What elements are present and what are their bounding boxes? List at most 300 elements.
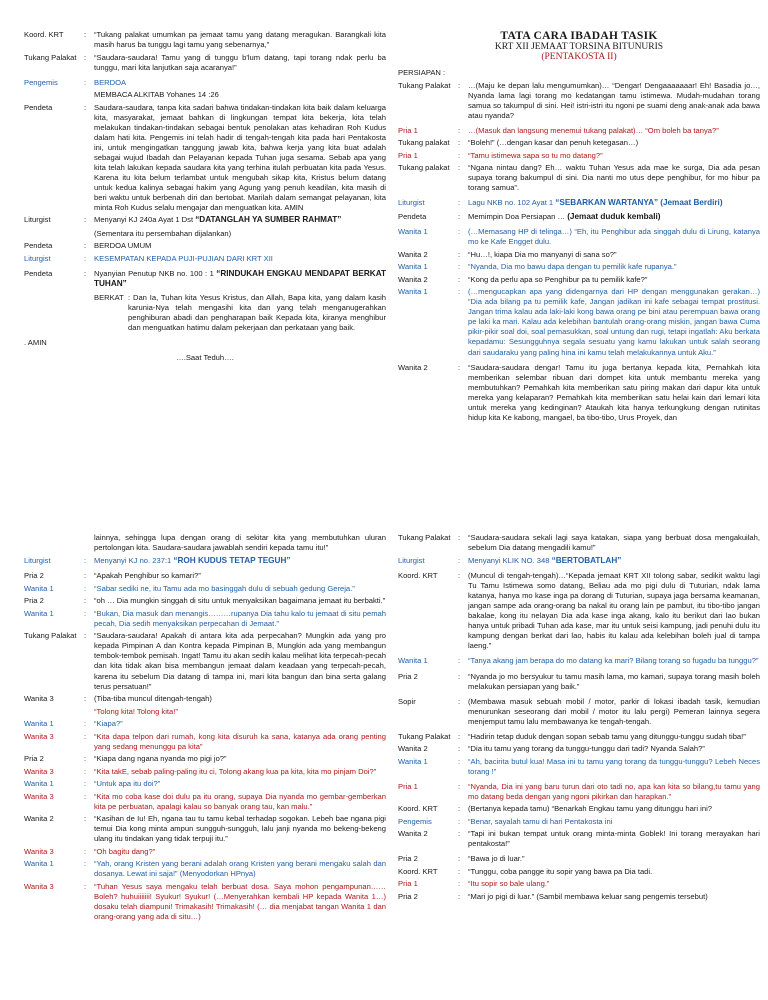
colon-separator: : — [84, 731, 87, 741]
colon-separator: : — [84, 766, 87, 776]
script-line — [24, 584, 386, 594]
line-text — [94, 338, 386, 348]
colon-separator: : — [458, 744, 461, 754]
script-line — [24, 609, 386, 629]
line-text — [468, 68, 760, 78]
speaker-label: Pengemis — [24, 77, 58, 87]
speaker-label: Wanita 1 — [398, 262, 428, 272]
line-text-body: “Bukan, Dia masuk dan menangis………rupanya Dia tahu kalo tu jemaat di situ pemah pecah, Dia sedih menyaksikan perpecahan di Jemaat.” — [94, 608, 386, 628]
speaker-label: Liturgist — [398, 198, 425, 208]
script-line-continued — [24, 533, 386, 553]
speaker-label: Pria 1 — [398, 879, 418, 889]
song-title: “DATANGLAH YA SUMBER RAHMAT” — [195, 215, 342, 225]
colon-separator: : — [458, 671, 461, 681]
colon-separator: : — [84, 215, 87, 225]
line-text-body: “Tuhan Yesus saya mengaku telah berbuat dosa. Saya mohon pengampunan……Boleh? huhuiiiiiii! Syukur! Syukur! (…Menyerahkan kembali HP kepada Wanita 1…) dosaku telah diampuni! Trimakasih! Trimakasih! (… dia menjabat tangan Wanita 1 dan orang-orang yang ada di situ…) — [94, 881, 386, 921]
speaker-label: Wanita 2 — [398, 249, 428, 259]
script-line — [24, 814, 386, 844]
colon-separator: : — [458, 866, 461, 876]
script-line — [398, 287, 760, 357]
speaker-label: Wanita 2 — [24, 814, 54, 824]
colon-separator: : — [458, 150, 461, 160]
colon-separator: : — [458, 829, 461, 839]
line-text — [94, 241, 386, 251]
line-text — [468, 744, 760, 754]
script-line — [24, 719, 386, 729]
line-text-body: Memimpin Doa Persiapan … — [468, 211, 566, 221]
colon-separator: : — [84, 694, 87, 704]
script-line — [398, 250, 760, 260]
colon-separator: : — [458, 891, 461, 901]
speaker-label: Wanita 3 — [24, 846, 54, 856]
colon-separator: : — [458, 571, 461, 581]
script-line — [24, 571, 386, 581]
script-line — [24, 229, 386, 239]
line-text — [468, 138, 760, 148]
line-text — [468, 879, 760, 889]
script-line — [398, 829, 760, 849]
colon-separator: : — [84, 268, 87, 278]
line-text — [94, 719, 386, 729]
line-text — [94, 767, 386, 777]
bottom-left-column — [24, 533, 386, 1000]
line-text-body: BERDOA UMUM — [94, 241, 152, 251]
colon-separator — [84, 90, 94, 100]
line-text — [94, 694, 386, 704]
speaker-label: Tukang Palakat — [398, 80, 451, 90]
speaker-label: Wanita 1 — [24, 779, 54, 789]
line-text — [94, 814, 386, 844]
colon-separator: : — [84, 555, 87, 565]
line-text-body: Menyanyi KLIK NO. 348 — [468, 555, 550, 565]
line-text-body: “Ah, bacirita butul kua! Masa ini tu tamu yang torang da tunggu-tunggu? Lebeh Neces torang !” — [468, 756, 760, 776]
script-line — [398, 782, 760, 802]
colon-separator: : — [458, 249, 461, 259]
line-text — [94, 631, 386, 691]
line-text-body: “Kita dapa telpon dari rumah, kong kita disuruh ka sana, katanya ada orang penting yang sedang menunggu pa kita” — [94, 731, 386, 751]
script-line — [24, 30, 386, 50]
speaker-label: Wanita 1 — [24, 719, 54, 729]
colon-separator: : — [84, 719, 87, 729]
speaker-label: Pria 2 — [398, 891, 418, 901]
script-line — [398, 533, 760, 553]
script-line — [24, 631, 386, 691]
colon-separator: : — [458, 804, 461, 814]
speaker-label: Wanita 3 — [24, 694, 54, 704]
script-line — [398, 571, 760, 651]
script-line — [398, 804, 760, 814]
script-line — [398, 854, 760, 864]
script-line — [398, 212, 760, 223]
script-line — [24, 707, 386, 717]
line-text-body: “Sabar sediki ne, itu Tamu ada mo basinggah dulu di sebuah gedung Gereja.” — [94, 583, 355, 593]
line-text-body: “Tanya akang jam berapa do mo datang ka mari? Bilang torang so fugadu ba tunggu?” — [468, 656, 759, 666]
colon-separator: : — [458, 138, 461, 148]
script-line — [24, 556, 386, 567]
speaker-label: Tukang Palakat — [24, 52, 77, 62]
colon-separator: : — [84, 102, 87, 112]
line-text — [468, 126, 760, 136]
speaker-label: Wanita 3 — [24, 791, 54, 801]
colon-separator: : — [458, 211, 461, 221]
document-subtitle-pentakosta: (PENTAKOSTA II) — [541, 52, 617, 62]
script-line — [24, 694, 386, 704]
script-line — [398, 151, 760, 161]
line-text-body: “Itu sopir so bale ulang.” — [468, 879, 550, 889]
speaker-label: Koord. KRT — [24, 30, 64, 39]
speaker-label: Wanita 3 — [24, 766, 54, 776]
script-line — [24, 53, 386, 73]
line-text-body: “Yah, orang Kristen yang berani adalah orang Kristen yang berani mengaku salah dan dosanya. Lewat ini saja!” (Menyodorkan HPnya) — [94, 859, 386, 879]
colon-separator: : — [84, 52, 87, 62]
line-text — [94, 754, 386, 764]
top-right-body — [398, 68, 760, 423]
speaker-label: Tukang Palakat — [398, 731, 451, 741]
speaker-label: Koord. KRT — [398, 804, 438, 814]
script-line — [398, 879, 760, 889]
colon-separator — [84, 229, 94, 239]
colon-separator: : — [84, 791, 87, 801]
script-line — [24, 338, 386, 348]
line-text-body: “Tolong kita! Tolong kita!” — [94, 706, 178, 716]
script-line — [24, 596, 386, 606]
colon-separator: : — [458, 287, 461, 297]
line-text — [468, 892, 760, 902]
line-text-body: “Kong da perlu apa so Penghibur pa tu pemilik kafe?” — [468, 274, 648, 284]
script-line — [24, 792, 386, 812]
line-text — [468, 854, 760, 864]
colon-separator: : — [84, 846, 87, 856]
speaker-label: Tukang palakat — [398, 163, 450, 173]
line-text — [94, 584, 386, 594]
speaker-label: Wanita 1 — [398, 656, 428, 666]
bottom-right-column — [398, 533, 760, 1000]
line-text-body: (Membawa masuk sebuah mobil / motor, parkir di lokasi ibadah tasik, kemudian menurunkan seseorang dari mobil / motor itu lalu pergi) Pemeran lainnya segera menjemput tamu lalu membawanya ke tengah-tengah. — [468, 696, 760, 726]
colon-separator: : — [458, 227, 461, 237]
colon-separator: : — [84, 608, 87, 618]
colon-separator: : — [84, 583, 87, 593]
script-line — [398, 163, 760, 193]
line-text — [94, 859, 386, 879]
line-text-body: KESEMPATAN KEPADA PUJI-PUJIAN DARI KRT XII — [94, 253, 273, 263]
speaker-label: Sopir — [398, 696, 416, 706]
line-text-body: Saudara-saudara, tanpa kita sadari bahwa tindakan-tindakan kita baik dalam keluarga kita, masyarakat, jemaat bahkan di lingkungan tempat kita bekerja, kita telah melakukan tindakan-tindakan sebagai bentuk penolakan atas kehadiran Roh Kudus dalam hati kita. Pengemis ini telah hadir di tengah-tengah kita pada hari Pentakosta ini, untuk mengingatkan tanggung jawab kita, bahwa kerja yang kita buat adalah sebagai wujud Ibadah dan Pelayanan kepada Tuhan juga sesama. Sebab apa yang kita telah lakukan kepada saudara kita yang terhina itulah perbuatan kita pada Yesus. Karena itu kita belum terlambat untuk mengubah sikap kita, Kristus belum datang untuk kedua kalinya sebagai hakim yang Agung yang penuh keadilan, kita masih di beri waktu untuk berbenah diri dan bertobat. Marilah dalam semangat pelayanan, kita minta Roh Kudus selalu mengajar dan menguatkan kita. AMIN — [94, 102, 386, 212]
speaker-label: Pria 2 — [398, 854, 418, 864]
line-text — [468, 262, 760, 272]
song-title: “SEBARKAN WARTANYA” — [555, 198, 659, 208]
colon-separator: : — [84, 881, 87, 891]
line-text — [94, 732, 386, 752]
line-text-body: “Saudara-saudara! Apakah di antara kita ada perpecahan? Mungkin ada yang pro kepada Pimpinan A dan Kontra kepada Pimpinan B, Mungkin ada yang membangun tembok-tembok pemisah. Ingat! Tamu itu akan sedih kalau melihat kita terpecah-pecah dan kita tidak akan bisa membangun jemaat dalam keadaan yang terpecah-pecah, karena itu sebelum Dia datang di tampa ini, mari kita bangun dan bina serta galang terus persatuan!” — [94, 631, 386, 691]
script-line — [398, 867, 760, 877]
script-line — [24, 882, 386, 922]
line-text — [94, 254, 386, 264]
colon-separator: : — [84, 253, 87, 263]
line-text-body: “Oh bagitu dang?” — [94, 846, 156, 856]
speaker-label: PERSIAPAN : — [398, 68, 446, 77]
line-text — [468, 533, 760, 553]
colon-separator: : — [84, 814, 87, 824]
colon-separator: : — [84, 859, 87, 869]
colon-separator: : — [84, 754, 87, 764]
script-line — [398, 892, 760, 902]
line-text-body: (Tiba-tiba muncul ditengah-tengah) — [94, 694, 212, 704]
speaker-label: Wanita 1 — [398, 227, 428, 237]
line-text — [468, 656, 760, 666]
line-text — [468, 732, 760, 742]
speaker-label: Pria 2 — [24, 596, 44, 606]
colon-separator: : — [458, 696, 461, 706]
line-text-body: (Sementara itu persembahan dijalankan) — [94, 228, 232, 238]
song-title: “RINDUKAH ENGKAU MENDAPAT BERKAT TUHAN” — [94, 268, 386, 289]
line-text — [94, 103, 386, 213]
colon-separator: : — [84, 241, 87, 251]
colon-separator: : — [458, 555, 461, 565]
line-text-body: …(Maju ke depan lalu mengumumkan)… “Dengar! Dengaaaaaaar! Eh! Basadia jo…, Nyanda lama lagi torang mo kedatangan tamu istimewa. Mudah-mudahan torang samua so takumpul di sini. Hei! istri-istri itu ngoni pe suami deng anak-anak ada bawa atau nyanda? — [468, 80, 760, 120]
line-text — [468, 250, 760, 260]
speaker-label: Wanita 2 — [398, 362, 428, 372]
line-text-body: MEMBACA ALKITAB Yohanes 14 :26 — [94, 90, 219, 100]
script-line — [398, 817, 760, 827]
colon-separator: : — [458, 262, 461, 272]
speaker-label: Wanita 1 — [24, 859, 54, 869]
line-text — [94, 882, 386, 922]
script-line — [24, 103, 386, 213]
line-text — [468, 163, 760, 193]
script-line — [398, 68, 760, 78]
line-text — [94, 609, 386, 629]
script-line — [24, 254, 386, 264]
line-text — [94, 215, 386, 226]
line-text — [94, 707, 386, 717]
line-text-body: “Kita mo coba kase doi dulu pa itu orang, supaya Dia nyanda mo gembar-gemberkan kita pe perbuatan, apalagi kalau so banyak orang tau, kan malu.” — [94, 791, 386, 811]
colon-separator: : — [84, 631, 87, 641]
song-title: “BERTOBATLAH” — [551, 555, 622, 565]
line-text-body: “Saudara-saudara sekali lagi saya katakan, siapa yang berbuat dosa mengakuilah, sebelum Dia datang mengadili kamu!” — [468, 533, 760, 553]
speaker-label: Wanita 2 — [398, 274, 428, 284]
line-text — [468, 867, 760, 877]
line-text-body: (Bertanya kepada tamu) “Benarkah Engkau tamu yang ditunggu hari ini? — [468, 804, 712, 814]
line-text — [468, 363, 760, 423]
colon-separator: : — [458, 731, 461, 741]
script-line — [398, 732, 760, 742]
line-text — [468, 782, 760, 802]
line-text-body: “Nyanda jo mo bersyukur tu tamu masih lama, mo kamari, supaya torang masih boleh melakukan persiapan yang baik.” — [468, 671, 760, 691]
line-text-body: “Benar, sayalah tamu di hari Pentakosta ini — [468, 816, 613, 826]
script-line — [398, 126, 760, 136]
line-text-body: “Nyanda, Dia mo bawu dapa dengan tu pemilik kafe rupanya.” — [468, 262, 677, 272]
top-left-column — [24, 30, 386, 500]
colon-separator: : — [458, 781, 461, 791]
line-text — [468, 672, 760, 692]
speaker-label: Pria 2 — [24, 571, 44, 581]
speaker-label: Wanita 1 — [398, 756, 428, 766]
colon-separator: : — [84, 77, 87, 87]
script-line — [398, 363, 760, 423]
colon-separator: : — [84, 779, 87, 789]
line-text — [94, 556, 386, 567]
speaker-label: Pendeta — [24, 102, 53, 112]
line-text — [94, 78, 386, 88]
line-text — [468, 81, 760, 121]
line-text — [468, 556, 760, 567]
line-text — [94, 571, 386, 581]
script-line — [24, 269, 386, 291]
line-text-body: “Boleh!” (…dengan kasar dan penuh ketegasan…) — [468, 138, 639, 148]
script-line — [24, 78, 386, 88]
speaker-label: Wanita 1 — [398, 287, 428, 297]
line-text — [468, 151, 760, 161]
speaker-label: Koord. KRT — [398, 866, 438, 876]
line-text-body: “Kita takE, sebab paling-paling itu ci, Tolong akang kua pa kita, kita mo pinjam Doi?” — [94, 766, 377, 776]
top-right-column — [398, 30, 760, 500]
line-text — [468, 571, 760, 651]
line-text-body: “Saudara-saudara dengar! Tamu itu juga bertanya kepada kita, Pernahkah kita memberikan selembar ribuan dari dompet kita untuk membantu mereka yang membutuhkan? Pemahkah kita memberikan satu piring makan dari dapur kita untuk mereka yang kelaparan? Pemahkah kita memberikan satu helai kain dari lemari kita untuk mereka yang kedinginan? Ataukah kita hanya terkungkung dengan rutinitas hidup kita Ke kabong, mangael, ba tibo-tibo, Urus Proyek, dan — [468, 362, 760, 422]
script-line — [398, 227, 760, 247]
script-line — [398, 275, 760, 285]
line-text — [94, 269, 386, 291]
speaker-label: Pria 1 — [398, 781, 418, 791]
script-line — [398, 757, 760, 777]
line-text — [94, 229, 386, 239]
blessing-label: BERKAT — [94, 292, 124, 302]
line-text-body: “Tapi ini bukan tempat untuk orang minta-minta Goblek! Ini torang merayakan hari pentakosta!” — [468, 829, 760, 849]
speaker-label: Pria 1 — [398, 150, 418, 160]
line-text-body: BERDOA — [94, 77, 127, 87]
line-text-body: “Dia itu tamu yang torang da tunggu-tunggu dari tadi? Nyanda Salah?” — [468, 744, 705, 754]
script-line — [24, 859, 386, 879]
colon-separator: : — [458, 198, 461, 208]
speaker-label: Pendeta — [24, 241, 53, 251]
speaker-label: Liturgist — [24, 253, 51, 263]
script-line — [24, 779, 386, 789]
speaker-label: Wanita 1 — [24, 583, 54, 593]
colon-separator: : — [458, 656, 461, 666]
speaker-label: Pengemis — [398, 816, 432, 826]
line-text — [468, 212, 760, 223]
speaker-label — [24, 229, 84, 239]
line-text-body: “Tukang palakat umumkan pa jemaat tamu yang datang meragukan. Barangkali kita masih harus ba tunggu lagi tamu yang sebenarnya,” — [94, 30, 386, 50]
colon-separator: : — [458, 274, 461, 284]
line-text-body: (…mengucapkan apa yang didengarnya dari HP dengan menggunakan gerakan…) “Dia ada bilang pa tu pemilik kafe, Jangan jadikan ini kafe sebagai tempat prostitusi. Jangan trima kalau ada laki-laki kong bawa orang pe bini atau perempuan bawa orang pe laki ka mari. Kalau ada kelebihan bantulah orang-orang miskin, jangan bawa Cuma pikir-pikir soal doi, soal pemasukkan, soal untung dan rugi, tetapi ingatlah: Aku berkata kepadamu: Sesungguhnya segala sesuatu yang kamu lakukan untuk salah seorang dari saudaraku yang paling hina ini kamu telah melakukannya untuk Aku.” — [468, 287, 760, 357]
line-text-body: “Kasihan de Iu! Eh, ngana tau tu tamu kebal terhadap sogokan. Lebeh bae ngana pigi temui Dia kong minta ampun sungguh-sungguh, lalu janji nyanda mo bekeng-bekeng ulang itu tindakan yang tidak terpuji itu.” — [94, 814, 386, 844]
speaker-label: Tukang Palakat — [24, 631, 77, 641]
line-text-body: “Kiapa dang ngana nyanda mo pigi jo?” — [94, 754, 227, 764]
speaker-label: Pendeta — [24, 268, 53, 278]
speaker-label: Tukang palakat — [398, 138, 450, 148]
script-line — [398, 138, 760, 148]
colon-separator: : — [458, 362, 461, 372]
speaker-label: Pria 2 — [24, 754, 44, 764]
script-line — [398, 198, 760, 209]
line-text-body: “Apakah Penghibur so kamari?” — [94, 571, 201, 581]
colon-separator: : — [84, 571, 87, 581]
speaker-label: Wanita 1 — [24, 608, 54, 618]
line-text: lainnya, sehingga lupa dengan orang di sekitar kita yang membutuhkan uluran pertolongan kita. Saudara-saudara jawablah sendiri kepada tamu itu!” — [94, 533, 386, 553]
script-line — [24, 215, 386, 226]
script-line — [24, 241, 386, 251]
speaker-label: Pria 2 — [398, 671, 418, 681]
colon-separator: : — [458, 163, 461, 173]
line-text — [94, 53, 386, 73]
line-text-body: “Hu…!, kiapa Dia mo manyanyi di sana so?” — [468, 249, 617, 259]
speaker-label: Pendeta — [398, 211, 427, 221]
line-text-body: “oh … Dia mungkin singgah di situ untuk menyaksikan bagaimana jemaat itu berbakti.” — [94, 596, 386, 606]
speaker-label: Pria 1 — [398, 125, 418, 135]
line-text-body: “Mari jo pigi di luar.” (Sambil membawa keluar sang pengemis tersebut) — [468, 891, 708, 901]
speaker-spacer — [24, 533, 94, 553]
colon-separator — [458, 68, 468, 78]
speaker-label: Wanita 2 — [398, 744, 428, 754]
line-text-body: “Saudara-saudara! Tamu yang di tunggu b'lum datang, tapi torang ndak perlu ba tunggu, mari kita lanjutkan saja acaranya!” — [94, 52, 386, 72]
line-text-body: Nyanyian Penutup NKB no. 100 : 1 — [94, 268, 214, 278]
line-text — [94, 847, 386, 857]
stage-direction: (Jemaat Berdiri) — [660, 198, 723, 208]
colon-separator: : — [458, 816, 461, 826]
line-text — [94, 90, 386, 100]
speaker-label: Wanita 2 — [398, 829, 428, 839]
colon-separator: : — [84, 30, 87, 39]
colon-separator: : — [458, 879, 461, 889]
line-text-body: “Tamu istimewa sapa so tu mo datang?” — [468, 150, 603, 160]
line-text-body: (Muncul di tengah-tengah)…“Kepada jemaat KRT XII tolong sabar, sedikit waktu lagi Tu Tamu Istimewa somo datang, Beliau ada mo pigi dulu di Tuturian, ndak lama katanya, hanya mo kase inga pa dorang di Tuturian, supaya jaga bersama keamanan, jangan sampe ada orang-orang ba nakal itu orang lain pe pambut, itu tibo-tibo jangan bakalae, kong itu nelayan Dia ada kase inga akang, kalo itu berikut dari lao bukan hanya untuk pribadi Tuhan ada kase, mar itu untuk seisi kampung, jadi penuhi dulu itu kampung dengan berkat dari lao, habis itu kalau ada kelebihan boleh jual di tampa laeng.” — [468, 571, 760, 651]
script-line — [398, 744, 760, 754]
script-line — [398, 656, 760, 666]
script-line — [24, 847, 386, 857]
line-text-body: “Ngana nintau dang? Eh… waktu Tuhan Yesus ada mae ke surga, Dia ada pesan supaya torang bakumpul di sini. Dia nanti mo utus depe penghibur, for mo hibur pa torang samua”. — [468, 163, 760, 193]
colon-separator — [84, 338, 94, 348]
speaker-label: Wanita 3 — [24, 731, 54, 741]
line-text — [468, 275, 760, 285]
line-text — [468, 227, 760, 247]
line-text — [94, 596, 386, 606]
speaker-label: Wanita 3 — [24, 881, 54, 891]
speaker-label: . AMIN — [24, 337, 47, 347]
speaker-label: Koord. KRT — [398, 571, 438, 581]
blessing-text: : Dan Ia, Tuhan kita Yesus Kristus, dan Allah, Bapa kita, yang dalam kasih karunia-Nya telah mengasihi kita dan yang telah menganugerahkan penghiburan abadi dan pengharapan baik Kepada kita, kiranya menghibur dan menguatkan hatimu dalam pekerjaan dan perkataan yang baik. — [128, 292, 386, 332]
colon-separator: : — [458, 125, 461, 135]
script-line — [24, 732, 386, 752]
line-text-body: Lagu NKB no. 102 Ayat 1 — [468, 198, 554, 208]
blessing-block — [24, 293, 386, 333]
line-text-body: Menyanyi KJ no. 237:1 — [94, 555, 172, 565]
speaker-label: Liturgist — [24, 555, 51, 565]
closing-note: ….Saat Teduh…. — [176, 352, 234, 362]
line-text — [468, 757, 760, 777]
speaker-label — [24, 90, 84, 100]
colon-separator: : — [458, 80, 461, 90]
line-text — [468, 287, 760, 357]
line-text — [468, 697, 760, 727]
script-line — [398, 262, 760, 272]
line-text-body: …(Masuk dan langsung menemui tukang palakat)… “Om boleh ba tanya?” — [468, 125, 719, 135]
script-line — [24, 90, 386, 100]
song-title: “ROH KUDUS TETAP TEGUH” — [173, 555, 291, 565]
line-text-body: “Bawa jo di luar.” — [468, 854, 525, 864]
script-line — [398, 81, 760, 121]
speaker-label — [24, 707, 84, 717]
line-text — [468, 829, 760, 849]
speaker-label: Liturgist — [24, 215, 51, 225]
speaker-label: Tukang Palakat — [398, 533, 451, 542]
line-text-body: “Tunggu, coba pangge itu sopir yang bawa pa Dia tadi. — [468, 866, 653, 876]
line-text — [94, 30, 386, 50]
line-text-body: (…Memasang HP di telinga…) “Eh, itu Penghibur ada singgah dulu di Lirung, katanya mo ke Kafe Engget dulu. — [468, 227, 760, 247]
speaker-label: Liturgist — [398, 555, 425, 565]
colon-separator: : — [458, 756, 461, 766]
line-text — [468, 804, 760, 814]
line-text-body: “Untuk apa itu doi?” — [94, 779, 161, 789]
